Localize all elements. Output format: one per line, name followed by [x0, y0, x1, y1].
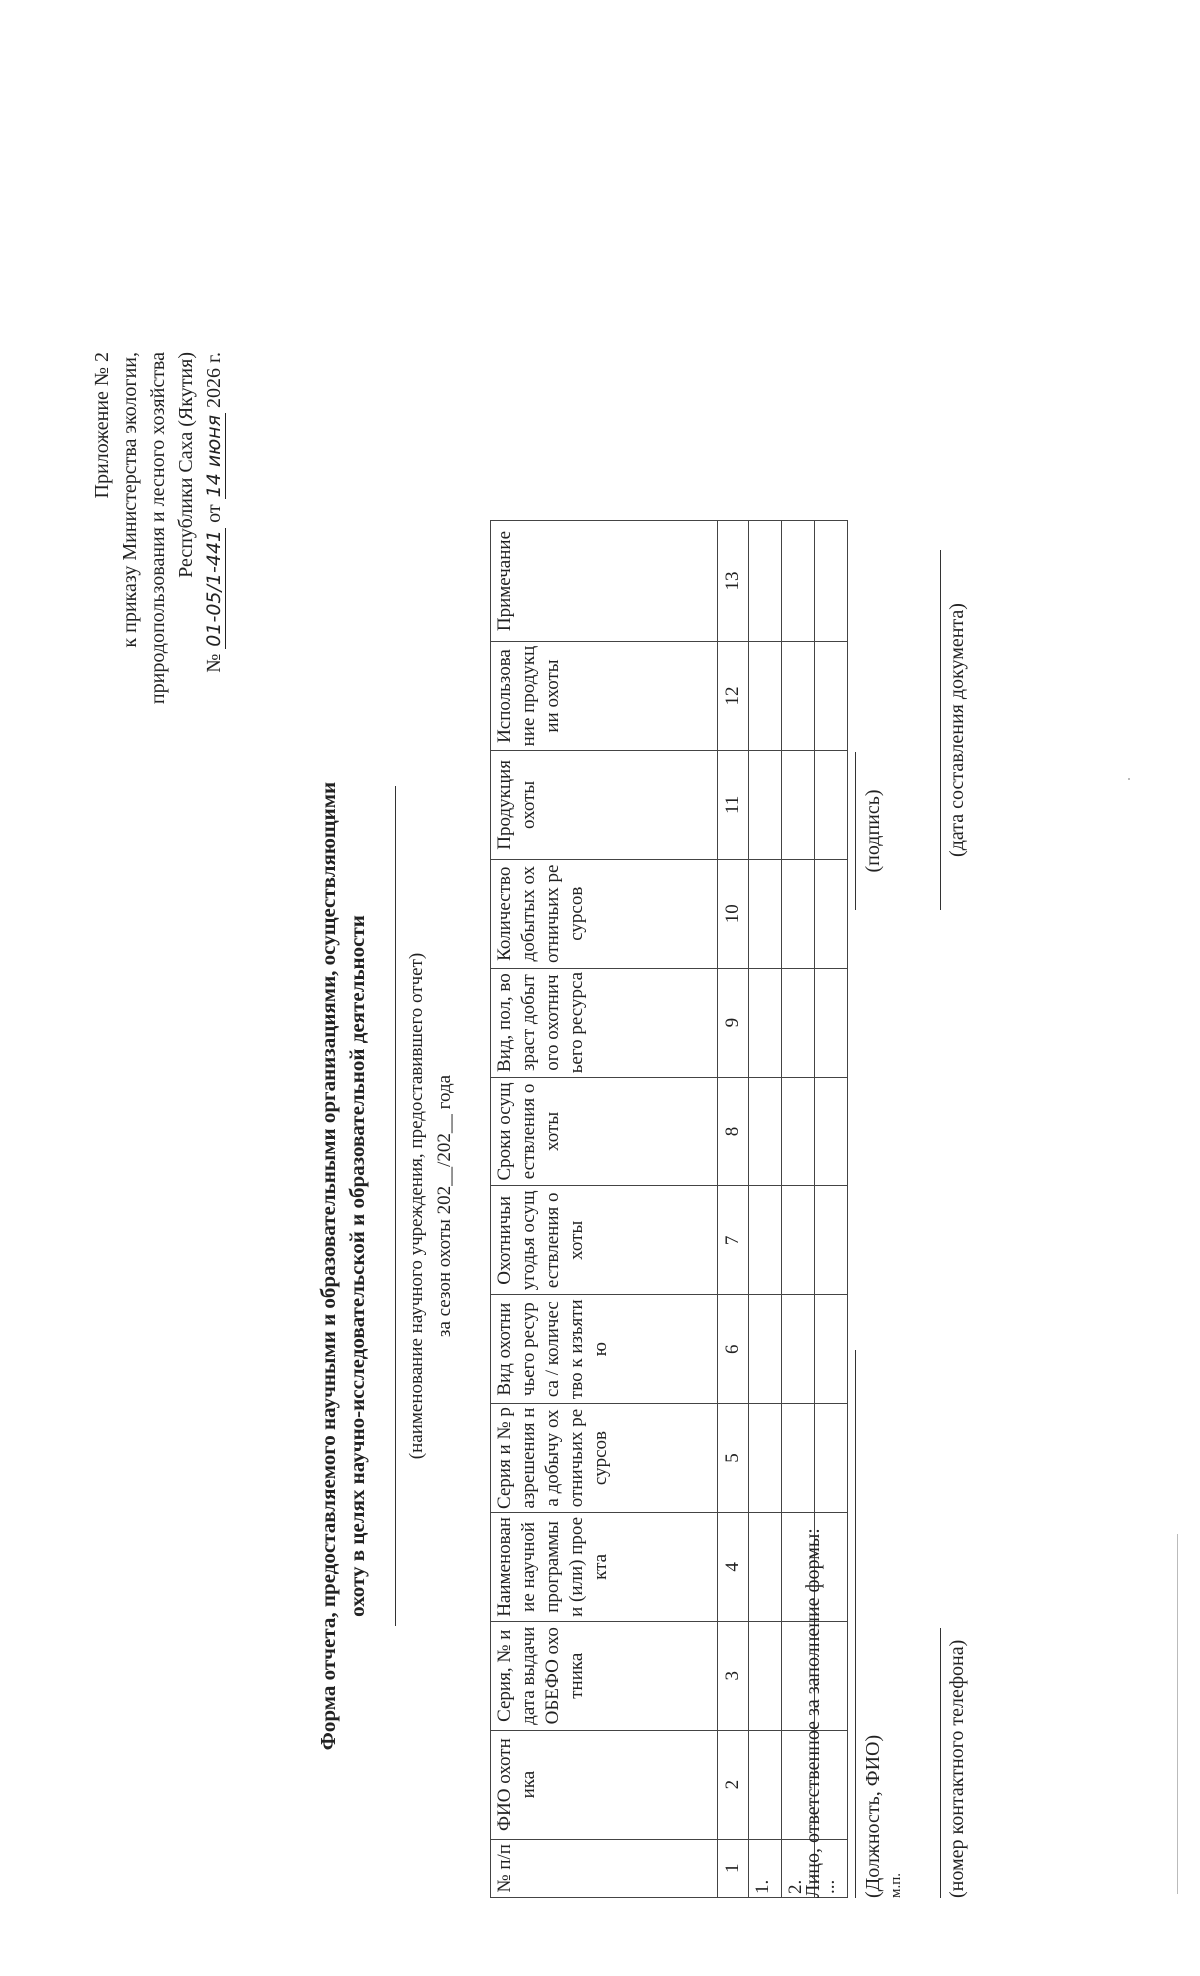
- empty-cell: [749, 521, 782, 642]
- column-number: 11: [718, 750, 749, 859]
- order-number: 01-05/1-441: [203, 529, 225, 647]
- column-number: 12: [718, 642, 749, 751]
- column-number: 9: [718, 968, 749, 1077]
- column-number: 3: [718, 1621, 749, 1730]
- header-cell: Продукция охоты: [491, 750, 718, 859]
- title-line-2: охоту в целях научно-исследовательской и образовательной деятельности: [345, 915, 369, 1617]
- from-label: от: [203, 504, 225, 523]
- column-number: 10: [718, 859, 749, 968]
- column-number-row: [718, 521, 749, 1898]
- org-name-rule: [395, 786, 396, 1626]
- row-number: ...: [815, 1839, 848, 1897]
- phone-caption: (номер контактного телефона): [946, 1639, 968, 1898]
- table-header-row: [491, 521, 718, 1898]
- seal-place-label: м.п.: [888, 1872, 904, 1898]
- empty-cell: [749, 1512, 782, 1621]
- empty-cell: [749, 1186, 782, 1295]
- column-number: 8: [718, 1077, 749, 1186]
- empty-cell: [782, 859, 815, 968]
- empty-cell: [782, 1077, 815, 1186]
- header-cell: Примечание: [491, 521, 718, 642]
- empty-cell: [815, 859, 848, 968]
- empty-cell: [749, 859, 782, 968]
- empty-cell: [782, 1186, 815, 1295]
- empty-cell: [749, 1404, 782, 1513]
- column-number: 13: [718, 521, 749, 642]
- header-cell: Серия, № и дата выдачи ОБЕФО охотника: [491, 1621, 718, 1730]
- position-rule: [855, 1350, 856, 1898]
- empty-cell: [749, 968, 782, 1077]
- scan-artifact-dot: [1128, 778, 1130, 780]
- empty-cell: [782, 521, 815, 642]
- table-row: [749, 521, 782, 1898]
- number-sign: №: [203, 653, 225, 673]
- approval-line-1: Приложение № 2: [91, 352, 113, 499]
- order-number-line: [200, 352, 228, 912]
- position-caption: (Должность, ФИО): [862, 1734, 884, 1898]
- header-cell: ФИО охотника: [491, 1730, 718, 1839]
- empty-cell: [782, 750, 815, 859]
- column-number: 7: [718, 1186, 749, 1295]
- season-line: за сезон охоты 202__/202__ года: [434, 1074, 455, 1338]
- row-number: 1.: [749, 1839, 782, 1897]
- header-cell: Серия и № разрешения на добычу охотничьих ресурсов: [491, 1404, 718, 1513]
- approval-line-2: к приказу Министерства экологии,: [119, 352, 141, 648]
- empty-cell: [749, 750, 782, 859]
- responsible-person-label: Лицо, ответственное за заполнение формы:: [802, 1528, 824, 1898]
- phone-rule: [940, 1628, 941, 1898]
- header-cell: Вид, пол, возраст добытого охотничьего ресурса: [491, 968, 718, 1077]
- header-cell: № п/п: [491, 1839, 718, 1897]
- empty-cell: [815, 1295, 848, 1404]
- order-date: 14 июня: [203, 414, 225, 498]
- column-number: 2: [718, 1730, 749, 1839]
- date-rule: [940, 550, 941, 910]
- empty-cell: [815, 750, 848, 859]
- header-cell: Наименование научной программы и (или) проекта: [491, 1512, 718, 1621]
- column-number: 6: [718, 1295, 749, 1404]
- empty-cell: [815, 1077, 848, 1186]
- signature-rule: [855, 752, 856, 910]
- date-caption: (дата составления документа): [946, 603, 968, 857]
- title-line-1: Форма отчета, предоставляемого научными и образовательными организациями, осуществляющими: [316, 781, 340, 1751]
- empty-cell: [815, 968, 848, 1077]
- empty-cell: [782, 1404, 815, 1513]
- column-number: 1: [718, 1839, 749, 1897]
- approval-line-3: природопользования и лесного хозяйства: [147, 352, 169, 705]
- header-cell: Количество добытых охотничьих ресурсов: [491, 859, 718, 968]
- header-cell: Использование продукции охоты: [491, 642, 718, 751]
- form-title: [314, 746, 372, 1786]
- empty-cell: [749, 1295, 782, 1404]
- empty-cell: [815, 521, 848, 642]
- report-table: [490, 520, 848, 1898]
- approval-line-4: Республики Саха (Якутия): [175, 352, 197, 578]
- header-cell: Вид охотничьего ресурса / количество к изъятию: [491, 1295, 718, 1404]
- empty-cell: [782, 968, 815, 1077]
- header-cell: Охотничьи угодья осуществления охоты: [491, 1186, 718, 1295]
- empty-cell: [749, 1730, 782, 1839]
- empty-cell: [782, 1295, 815, 1404]
- column-number: 5: [718, 1404, 749, 1513]
- empty-cell: [815, 1186, 848, 1295]
- empty-cell: [815, 642, 848, 751]
- order-year: 2026 г.: [203, 352, 225, 408]
- scan-artifact-line: [1177, 1534, 1178, 1894]
- empty-cell: [749, 642, 782, 751]
- header-cell: Сроки осуществления охоты: [491, 1077, 718, 1186]
- empty-cell: [749, 1621, 782, 1730]
- approval-block: [88, 352, 228, 912]
- empty-cell: [782, 642, 815, 751]
- org-name-caption: (наименование научного учреждения, предоставившего отчет): [406, 952, 427, 1460]
- empty-cell: [815, 1404, 848, 1513]
- column-number: 4: [718, 1512, 749, 1621]
- empty-cell: [749, 1077, 782, 1186]
- row-number: 2.: [782, 1839, 815, 1897]
- signature-caption: (подпись): [862, 789, 884, 873]
